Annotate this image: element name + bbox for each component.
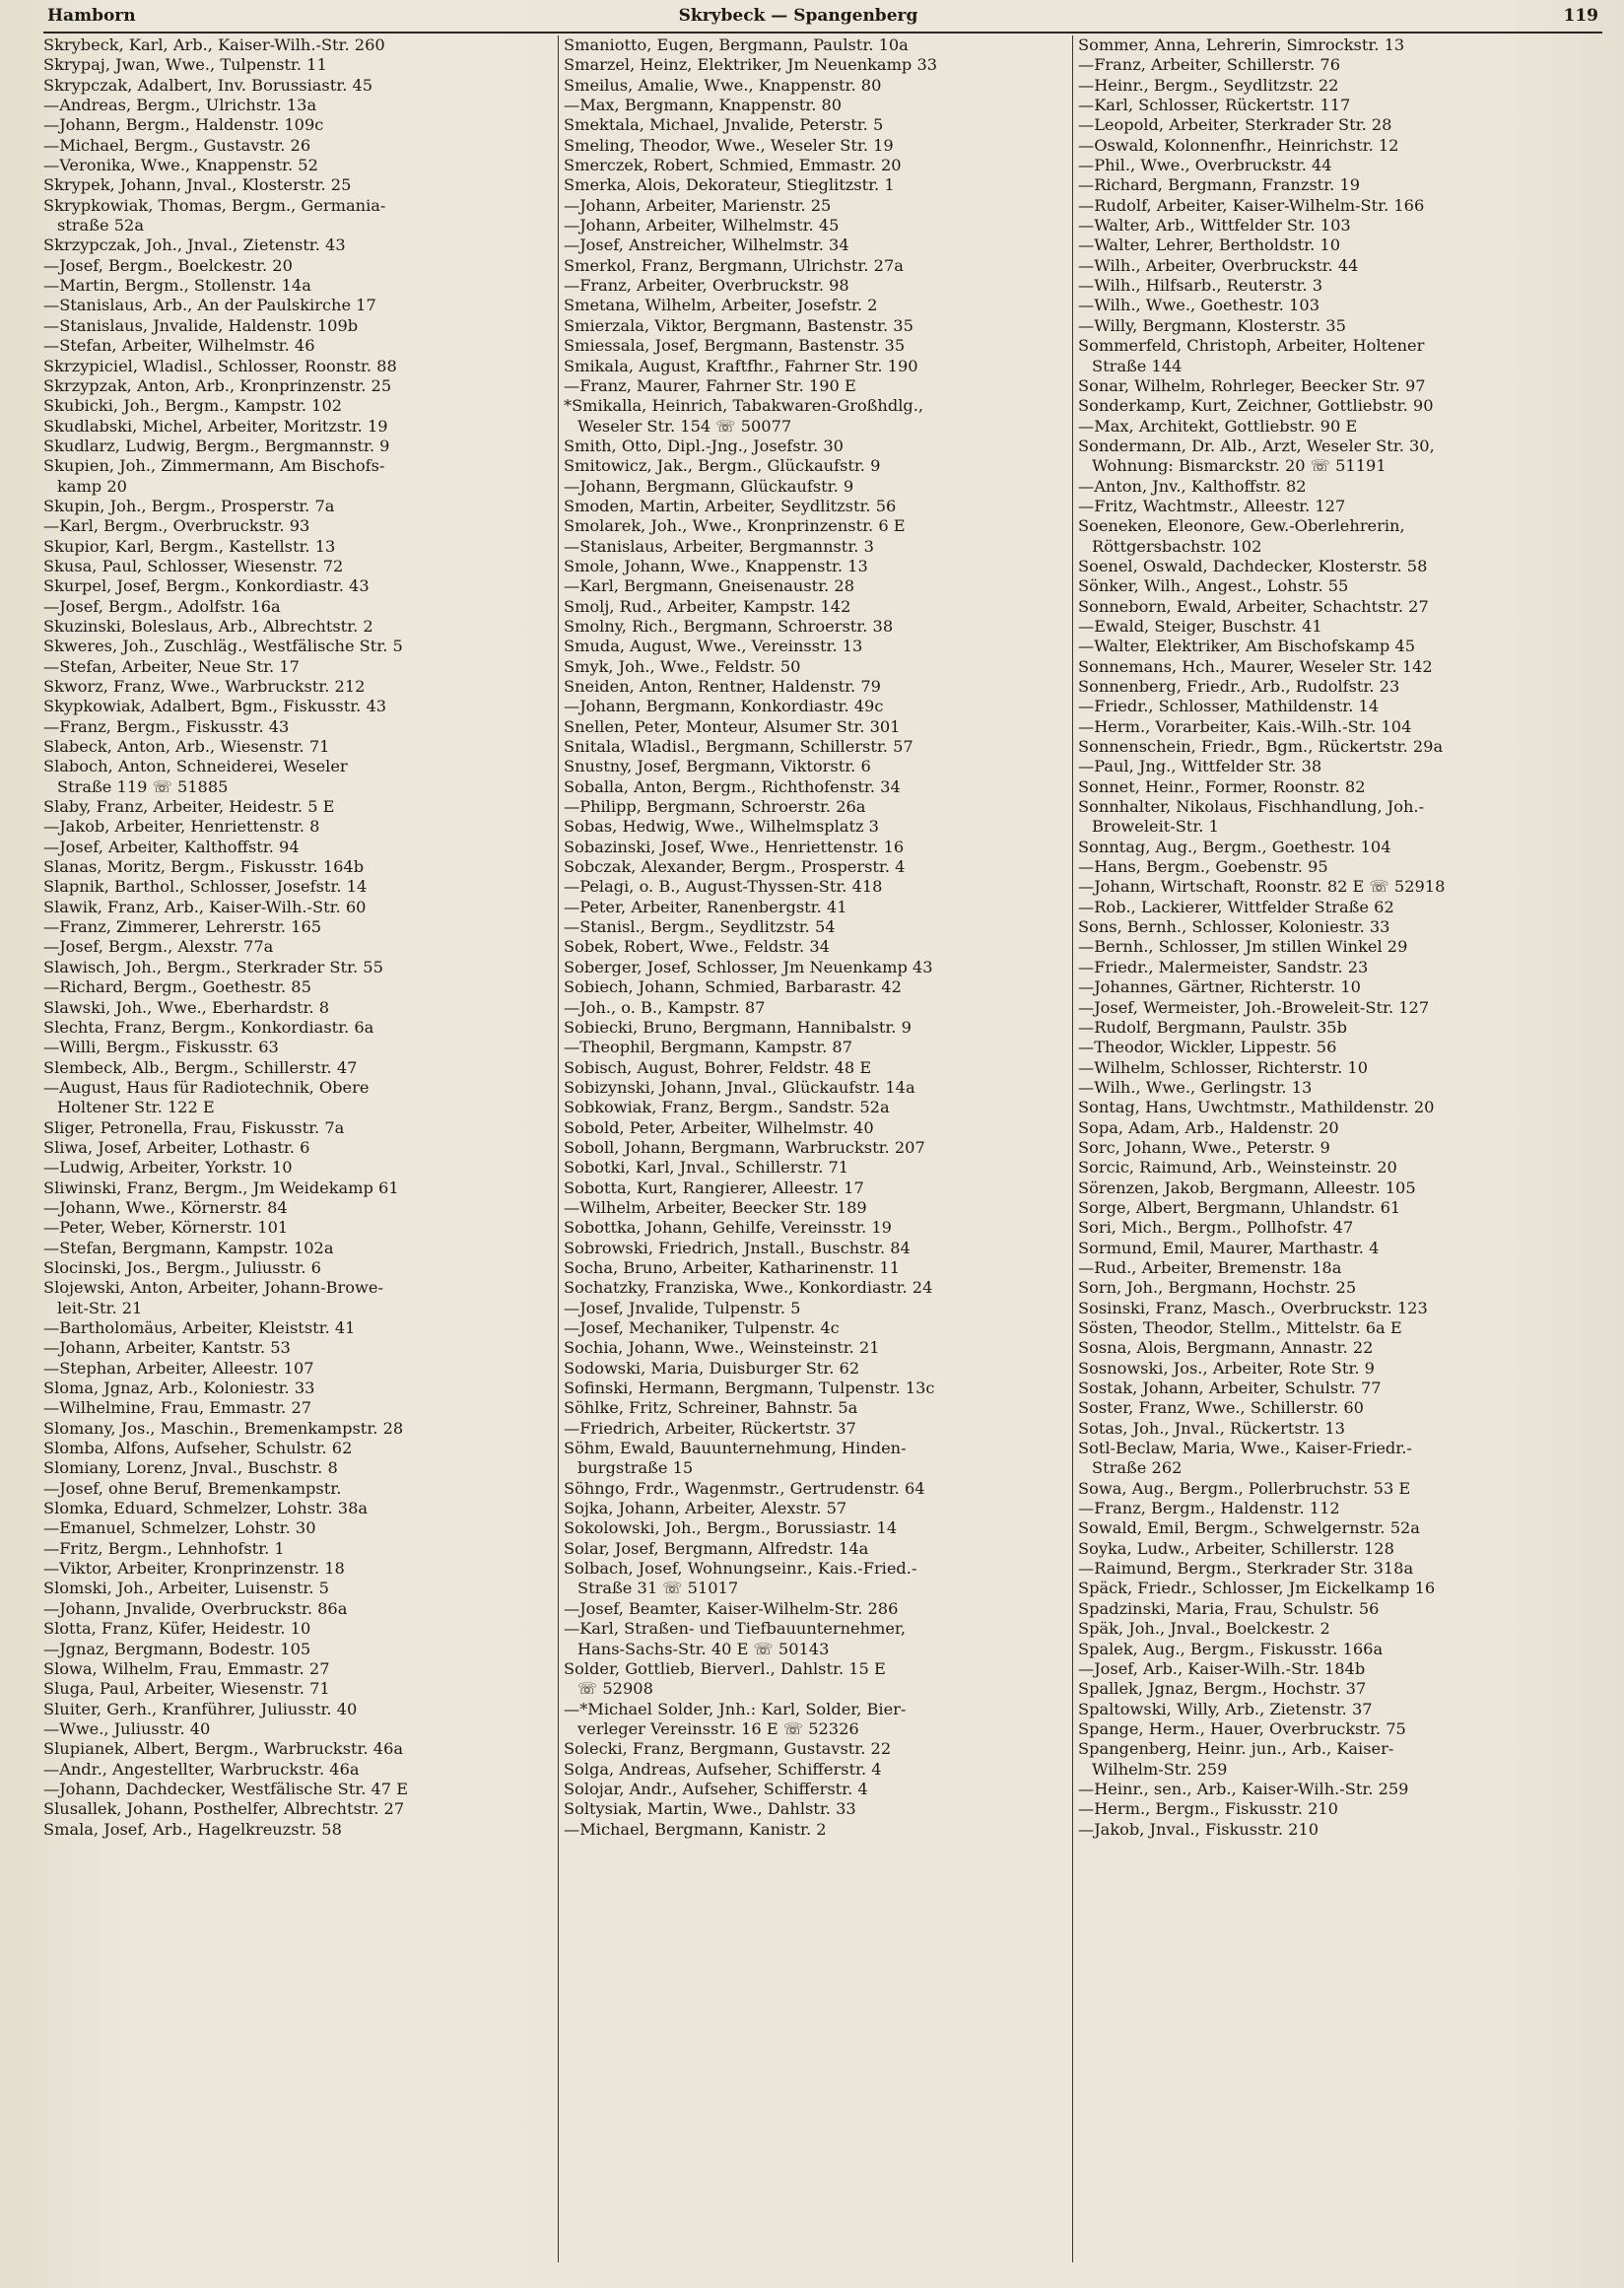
directory-entry: Skubicki, Joh., Bergm., Kampstr. 102 (43, 396, 343, 416)
directory-entry: Sonnemans, Hch., Maurer, Weseler Str. 142 (1078, 656, 1433, 676)
directory-entry: Solar, Josef, Bergmann, Alfredstr. 14a (564, 1538, 869, 1558)
entry-continuation: Holtener Str. 122 E (57, 1098, 215, 1117)
directory-entry: Skrypek, Johann, Jnval., Klosterstr. 25 (43, 175, 352, 195)
directory-entry: Smiessala, Josef, Bergmann, Bastenstr. 35 (564, 336, 906, 356)
directory-entry: —Rob., Lackierer, Wittfelder Straße 62 (1078, 897, 1394, 916)
directory-entry: —Michael, Bergmann, Kanistr. 2 (564, 1819, 827, 1839)
directory-entry: —Martin, Bergm., Stollenstr. 14a (43, 276, 311, 296)
directory-entry: —Walter, Arb., Wittfelder Str. 103 (1078, 216, 1351, 236)
directory-entry: Smitowicz, Jak., Bergm., Glückaufstr. 9 (564, 456, 881, 476)
directory-entry: Sonderkamp, Kurt, Zeichner, Gottliebstr. 90 (1078, 396, 1434, 416)
directory-entry: —Fritz, Wachtmstr., Alleestr. 127 (1078, 496, 1346, 515)
directory-entry: —Wilhelm, Arbeiter, Beecker Str. 189 (564, 1197, 867, 1217)
directory-entry: Sotl-Beclaw, Maria, Wwe., Kaiser-Friedr.- (1078, 1439, 1412, 1458)
directory-entry: Skrzypzak, Anton, Arb., Kronprinzenstr. 25 (43, 375, 392, 395)
directory-entry: Sowa, Aug., Bergm., Pollerbruchstr. 53 E (1078, 1478, 1411, 1498)
directory-entry: Soeneken, Eleonore, Gew.-Oberlehrerin, (1078, 516, 1405, 536)
directory-entry: Soberger, Josef, Schlosser, Jm Neuenkamp 43 (564, 957, 933, 976)
directory-entry: —Johann, Arbeiter, Wilhelmstr. 45 (564, 216, 840, 236)
entry-continuation: Straße 119 ☏ 51885 (57, 776, 229, 796)
directory-entry: Slowa, Wilhelm, Frau, Emmastr. 27 (43, 1658, 330, 1678)
directory-entry: Sobiech, Johann, Schmied, Barbarastr. 42 (564, 977, 902, 997)
directory-entry: Sobizynski, Johann, Jnval., Glückaufstr. 14a (564, 1077, 915, 1097)
directory-entry: —Leopold, Arbeiter, Sterkrader Str. 28 (1078, 115, 1392, 135)
directory-entry: Smetana, Wilhelm, Arbeiter, Josefstr. 2 (564, 296, 878, 315)
directory-entry: —Wilh., Hilfsarb., Reuterstr. 3 (1078, 276, 1323, 296)
directory-entry: Söhm, Ewald, Bauunternehmung, Hinden- (564, 1439, 907, 1458)
directory-entry: —Theodor, Wickler, Lippestr. 56 (1078, 1038, 1337, 1057)
directory-entry: —Herm., Bergm., Fiskusstr. 210 (1078, 1799, 1338, 1819)
directory-entry: Sotas, Joh., Jnval., Rückertstr. 13 (1078, 1418, 1345, 1438)
directory-entry: Späk, Joh., Jnval., Boelckestr. 2 (1078, 1619, 1330, 1639)
directory-entry: —Jakob, Arbeiter, Henriettenstr. 8 (43, 817, 320, 837)
directory-entry: —Stephan, Arbeiter, Alleestr. 107 (43, 1358, 314, 1378)
directory-entry: Sobisch, August, Bohrer, Feldstr. 48 E (564, 1057, 872, 1077)
directory-entry: Sliger, Petronella, Frau, Fiskusstr. 7a (43, 1117, 345, 1137)
directory-entry: *Smikalla, Heinrich, Tabakwaren-Großhdlg., (564, 396, 924, 416)
directory-entry: Smala, Josef, Arb., Hagelkreuzstr. 58 (43, 1819, 342, 1839)
directory-entry: —Joh., o. B., Kampstr. 87 (564, 997, 766, 1017)
directory-entry: Söhlke, Fritz, Schreiner, Bahnstr. 5a (564, 1398, 858, 1418)
directory-entry: Späck, Friedr., Schlosser, Jm Eickelkamp 16 (1078, 1579, 1436, 1598)
directory-entry: Sosna, Alois, Bergmann, Annastr. 22 (1078, 1338, 1374, 1358)
directory-entry: —Johann, Bergmann, Konkordiastr. 49c (564, 697, 884, 716)
directory-entry: Slocinski, Jos., Bergm., Juliusstr. 6 (43, 1257, 321, 1277)
directory-entry: Slawik, Franz, Arb., Kaiser-Wilh.-Str. 60 (43, 897, 367, 916)
directory-entry: —Karl, Straßen- und Tiefbauunternehmer, (564, 1619, 907, 1639)
directory-entry: Slomba, Alfons, Aufseher, Schulstr. 62 (43, 1439, 353, 1458)
directory-entry: —Stanisl., Bergm., Seydlitzstr. 54 (564, 917, 836, 937)
directory-entry: Söhngo, Frdr., Wagenmstr., Gertrudenstr. 64 (564, 1478, 925, 1498)
directory-entry: Smuda, August, Wwe., Vereinsstr. 13 (564, 637, 863, 656)
directory-entry: Skworz, Franz, Wwe., Warbruckstr. 212 (43, 677, 366, 696)
directory-entry: —Rud., Arbeiter, Bremenstr. 18a (1078, 1257, 1342, 1277)
directory-entry: —Wilh., Wwe., Goethestr. 103 (1078, 296, 1320, 315)
entry-continuation: kamp 20 (57, 476, 127, 496)
directory-entry: —Richard, Bergmann, Franzstr. 19 (1078, 175, 1361, 195)
directory-entry: —Karl, Bergm., Overbruckstr. 93 (43, 516, 310, 536)
directory-entry: —Karl, Bergmann, Gneisenaustr. 28 (564, 576, 855, 596)
directory-entry: —Bernh., Schlosser, Jm stillen Winkel 29 (1078, 937, 1408, 957)
directory-entry: Sonneborn, Ewald, Arbeiter, Schachtstr. 27 (1078, 596, 1429, 616)
directory-entry: —Philipp, Bergmann, Schroerstr. 26a (564, 797, 866, 817)
directory-entry: Soballa, Anton, Bergm., Richthofenstr. 34 (564, 776, 901, 796)
directory-entry: —Franz, Bergm., Fiskusstr. 43 (43, 716, 290, 736)
directory-entry: Sonnenschein, Friedr., Bgm., Rückertstr. 29a (1078, 737, 1444, 757)
directory-entry: —Johann, Arbeiter, Marienstr. 25 (564, 195, 832, 215)
directory-entry: Sobazinski, Josef, Wwe., Henriettenstr. 16 (564, 837, 905, 856)
directory-entry: —Max, Bergmann, Knappenstr. 80 (564, 96, 843, 115)
directory-entry: —Johann, Bergmann, Glückaufstr. 9 (564, 476, 854, 496)
directory-entry: —Stanislaus, Arb., An der Paulskirche 17 (43, 296, 376, 315)
directory-entry: Smeilus, Amalie, Wwe., Knappenstr. 80 (564, 75, 882, 95)
directory-entry: Skweres, Joh., Zuschläg., Westfälische Str. 5 (43, 637, 403, 656)
page-header (43, 6, 1602, 30)
directory-entry: Smeling, Theodor, Wwe., Weseler Str. 19 (564, 135, 894, 155)
directory-entry: Sörenzen, Jakob, Bergmann, Alleestr. 105 (1078, 1178, 1416, 1197)
directory-entry: Sommer, Anna, Lehrerin, Simrockstr. 13 (1078, 35, 1405, 54)
directory-entry: —Hans, Bergm., Goebenstr. 95 (1078, 857, 1328, 877)
directory-entry: Sliwa, Josef, Arbeiter, Lothastr. 6 (43, 1137, 310, 1157)
directory-entry: Slomiany, Lorenz, Jnval., Buschstr. 8 (43, 1458, 338, 1478)
directory-entry: Skrzypiciel, Wladisl., Schlosser, Roonstr. 88 (43, 356, 397, 375)
directory-entry: Skrypkowiak, Thomas, Bergm., Germania- (43, 195, 386, 215)
directory-entry: —Peter, Arbeiter, Ranenbergstr. 41 (564, 897, 847, 916)
directory-entry: Skurpel, Josef, Bergm., Konkordiastr. 43 (43, 576, 370, 596)
directory-entry: Smikala, August, Kraftfhr., Fahrner Str. 190 (564, 356, 918, 375)
directory-entry: Slechta, Franz, Bergm., Konkordiastr. 6a (43, 1017, 374, 1037)
header-range: Skrybeck — Spangenberg (678, 6, 918, 26)
directory-entry: Sosnowski, Jos., Arbeiter, Rote Str. 9 (1078, 1358, 1375, 1378)
entry-continuation: verleger Vereinsstr. 16 E ☏ 52326 (577, 1718, 859, 1738)
directory-entry: Sostak, Johann, Arbeiter, Schulstr. 77 (1078, 1379, 1382, 1398)
directory-entry: —Walter, Elektriker, Am Bischofskamp 45 (1078, 637, 1416, 656)
directory-entry: —Friedrich, Arbeiter, Rückertstr. 37 (564, 1418, 856, 1438)
directory-entry: —Oswald, Kolonnenfhr., Heinrichstr. 12 (1078, 135, 1399, 155)
directory-entry: Spallek, Jgnaz, Bergm., Hochstr. 37 (1078, 1679, 1367, 1699)
directory-entry: —Josef, Bergm., Adolfstr. 16a (43, 596, 281, 616)
directory-entry: —Friedr., Malermeister, Sandstr. 23 (1078, 957, 1369, 976)
directory-entry: Slapnik, Barthol., Schlosser, Josefstr. 14 (43, 877, 368, 897)
directory-entry: Socha, Bruno, Arbeiter, Katharinenstr. 11 (564, 1257, 901, 1277)
directory-entry: —Pelagi, o. B., August-Thyssen-Str. 418 (564, 877, 883, 897)
directory-entry: —Franz, Maurer, Fahrner Str. 190 E (564, 375, 856, 395)
directory-entry: Smerkol, Franz, Bergmann, Ulrichstr. 27a (564, 255, 904, 275)
directory-entry: Sommerfeld, Christoph, Arbeiter, Holtener (1078, 336, 1425, 356)
directory-entry: —Willi, Bergm., Fiskusstr. 63 (43, 1038, 279, 1057)
directory-entry: Sobrowski, Friedrich, Jnstall., Buschstr. 84 (564, 1238, 911, 1257)
directory-entry: Slotta, Franz, Küfer, Heidestr. 10 (43, 1619, 311, 1639)
directory-entry: —Max, Architekt, Gottliebstr. 90 E (1078, 416, 1358, 436)
directory-entry: Slusallek, Johann, Posthelfer, Albrechtstr. 27 (43, 1799, 405, 1819)
entry-continuation: leit-Str. 21 (57, 1298, 143, 1317)
directory-entry: —Stanislaus, Arbeiter, Bergmannstr. 3 (564, 536, 874, 556)
directory-entry: —Josef, Arb., Kaiser-Wilh.-Str. 184b (1078, 1658, 1366, 1678)
directory-entry: Sobczak, Alexander, Bergm., Prosperstr. 4 (564, 857, 906, 877)
directory-entry: —Josef, Beamter, Kaiser-Wilhelm-Str. 286 (564, 1598, 899, 1618)
directory-entry: —Stanislaus, Jnvalide, Haldenstr. 109b (43, 315, 359, 335)
directory-entry: Sloma, Jgnaz, Arb., Koloniestr. 33 (43, 1379, 315, 1398)
directory-entry: —Veronika, Wwe., Knappenstr. 52 (43, 156, 318, 175)
directory-entry: Smolny, Rich., Bergmann, Schroerstr. 38 (564, 616, 894, 636)
directory-entry: Slomski, Joh., Arbeiter, Luisenstr. 5 (43, 1579, 329, 1598)
directory-entry: Soster, Franz, Wwe., Schillerstr. 60 (1078, 1398, 1364, 1418)
directory-entry: Solbach, Josef, Wohnungseinr., Kais.-Fried.- (564, 1559, 917, 1579)
directory-entry: Spangenberg, Heinr. jun., Arb., Kaiser- (1078, 1739, 1394, 1759)
directory-entry: —Karl, Schlosser, Rückertstr. 117 (1078, 96, 1351, 115)
directory-entry: Sosinski, Franz, Masch., Overbruckstr. 123 (1078, 1298, 1428, 1317)
column-2 (556, 35, 1076, 1840)
directory-entry: Slomka, Eduard, Schmelzer, Lohstr. 38a (43, 1499, 369, 1518)
directory-entry: —Emanuel, Schmelzer, Lohstr. 30 (43, 1518, 316, 1538)
directory-entry: Skupin, Joh., Bergm., Prosperstr. 7a (43, 496, 335, 515)
directory-entry: Sobiecki, Bruno, Bergmann, Hannibalstr. 9 (564, 1017, 912, 1037)
directory-entry: —Paul, Jng., Wittfelder Str. 38 (1078, 757, 1322, 776)
directory-entry: Sobotta, Kurt, Rangierer, Alleestr. 17 (564, 1178, 864, 1197)
directory-entry: Skrypaj, Jwan, Wwe., Tulpenstr. 11 (43, 55, 327, 75)
directory-entry: Sontag, Hans, Uwchtmstr., Mathildenstr. 20 (1078, 1098, 1435, 1117)
directory-entry: —Ludwig, Arbeiter, Yorkstr. 10 (43, 1158, 293, 1178)
directory-entry: —Johann, Arbeiter, Kantstr. 53 (43, 1338, 291, 1358)
directory-entry: Sochatzky, Franziska, Wwe., Konkordiastr. 24 (564, 1278, 933, 1298)
entry-continuation: Broweleit-Str. 1 (1092, 817, 1219, 837)
directory-entry: —Franz, Bergm., Haldenstr. 112 (1078, 1499, 1340, 1518)
directory-entry: Soboll, Johann, Bergmann, Warbruckstr. 207 (564, 1137, 925, 1157)
directory-entry: Sorn, Joh., Bergmann, Hochstr. 25 (1078, 1278, 1357, 1298)
directory-entry: Slomany, Jos., Maschin., Bremenkampstr. 28 (43, 1418, 404, 1438)
directory-entry: —August, Haus für Radiotechnik, Obere (43, 1077, 370, 1097)
directory-entry: Soenel, Oswald, Dachdecker, Klosterstr. 58 (1078, 556, 1428, 575)
directory-entry: —Fritz, Bergm., Lehnhofstr. 1 (43, 1538, 285, 1558)
directory-entry: Solojar, Andr., Aufseher, Schifferstr. 4 (564, 1779, 868, 1798)
directory-entry: Sobek, Robert, Wwe., Feldstr. 34 (564, 937, 830, 957)
directory-entry: —Rudolf, Arbeiter, Kaiser-Wilhelm-Str. 166 (1078, 195, 1425, 215)
directory-entry: —Jgnaz, Bergmann, Bodestr. 105 (43, 1639, 311, 1658)
directory-entry: Slaboch, Anton, Schneiderei, Weseler (43, 757, 348, 776)
column-1 (43, 35, 556, 1840)
directory-entry: —Franz, Zimmerer, Lehrerstr. 165 (43, 917, 322, 937)
directory-entry: Sliwinski, Franz, Bergm., Jm Weidekamp 61 (43, 1178, 399, 1197)
directory-entry: —Wilhelmine, Frau, Emmastr. 27 (43, 1398, 312, 1418)
directory-entry: Smarzel, Heinz, Elektriker, Jm Neuenkamp 33 (564, 55, 938, 75)
directory-entry: Sobkowiak, Franz, Bergm., Sandstr. 52a (564, 1098, 890, 1117)
directory-entry: Snitala, Wladisl., Bergmann, Schillerstr. 57 (564, 737, 914, 757)
directory-entry: —Michael, Bergm., Gustavstr. 26 (43, 135, 311, 155)
directory-entry: Slanas, Moritz, Bergm., Fiskusstr. 164b (43, 857, 365, 877)
entry-continuation: Straße 144 (1092, 356, 1183, 375)
directory-entry: —Josef, Anstreicher, Wilhelmstr. 34 (564, 236, 849, 255)
directory-entry: Sowald, Emil, Bergm., Schwelgernstr. 52a (1078, 1518, 1420, 1538)
directory-entry: Skypkowiak, Adalbert, Bgm., Fiskusstr. 43 (43, 697, 387, 716)
page-number: 119 (1563, 6, 1598, 26)
directory-entry: Skuzinski, Boleslaus, Arb., Albrechtstr. 2 (43, 616, 373, 636)
directory-entry: Sösten, Theodor, Stellm., Mittelstr. 6a E (1078, 1318, 1402, 1337)
directory-entry: Sons, Bernh., Schlosser, Koloniestr. 33 (1078, 917, 1390, 937)
header-rule (43, 32, 1602, 34)
directory-entry: —Heinr., sen., Arb., Kaiser-Wilh.-Str. 259 (1078, 1779, 1409, 1798)
directory-entry: Sonnenberg, Friedr., Arb., Rudolfstr. 23 (1078, 677, 1400, 696)
directory-entry: —Theophil, Bergmann, Kampstr. 87 (564, 1038, 853, 1057)
entry-continuation: Straße 31 ☏ 51017 (577, 1579, 739, 1598)
entry-continuation: ☏ 52908 (577, 1679, 653, 1699)
entry-continuation: Wilhelm-Str. 259 (1092, 1759, 1228, 1779)
directory-entry: Skupior, Karl, Bergm., Kastellstr. 13 (43, 536, 336, 556)
directory-entry: —Stefan, Bergmann, Kampstr. 102a (43, 1238, 334, 1257)
columns (43, 35, 1602, 2262)
directory-entry: Sonntag, Aug., Bergm., Goethestr. 104 (1078, 837, 1391, 856)
directory-entry: Slawski, Joh., Wwe., Eberhardstr. 8 (43, 997, 329, 1017)
directory-entry: —Wilhelm, Schlosser, Richterstr. 10 (1078, 1057, 1369, 1077)
directory-entry: Skudlarz, Ludwig, Bergm., Bergmannstr. 9 (43, 436, 390, 455)
directory-entry: Smolj, Rud., Arbeiter, Kampstr. 142 (564, 596, 851, 616)
directory-entry: Solga, Andreas, Aufseher, Schifferstr. 4 (564, 1759, 882, 1779)
directory-entry: Sonnet, Heinr., Former, Roonstr. 82 (1078, 776, 1366, 796)
directory-entry: Smolarek, Joh., Wwe., Kronprinzenstr. 6 E (564, 516, 906, 536)
directory-entry: —Ewald, Steiger, Buschstr. 41 (1078, 616, 1322, 636)
entry-continuation: Röttgersbachstr. 102 (1092, 536, 1262, 556)
directory-entry: Smyk, Joh., Wwe., Feldstr. 50 (564, 656, 801, 676)
directory-entry: Sormund, Emil, Maurer, Marthastr. 4 (1078, 1238, 1380, 1257)
directory-entry: Smerczek, Robert, Schmied, Emmastr. 20 (564, 156, 902, 175)
directory-entry: —Andr., Angestellter, Warbruckstr. 46a (43, 1759, 360, 1779)
directory-entry: Slupianek, Albert, Bergm., Warbruckstr. 46a (43, 1739, 404, 1759)
directory-entry: —Johannes, Gärtner, Richterstr. 10 (1078, 977, 1361, 997)
directory-entry: Sonnhalter, Nikolaus, Fischhandlung, Joh.- (1078, 797, 1425, 817)
directory-entry: Slabeck, Anton, Arb., Wiesenstr. 71 (43, 737, 330, 757)
directory-entry: Sobas, Hedwig, Wwe., Wilhelmsplatz 3 (564, 817, 879, 837)
directory-entry: Solecki, Franz, Bergmann, Gustavstr. 22 (564, 1739, 892, 1759)
directory-entry: Spaltowski, Willy, Arb., Zietenstr. 37 (1078, 1699, 1373, 1718)
directory-entry: Smektala, Michael, Jnvalide, Peterstr. 5 (564, 115, 884, 135)
directory-entry: Sluiter, Gerh., Kranführer, Juliusstr. 40 (43, 1699, 358, 1718)
directory-entry: Smierzala, Viktor, Bergmann, Bastenstr. 35 (564, 315, 914, 335)
directory-entry: —Rudolf, Bergmann, Paulstr. 35b (1078, 1017, 1347, 1037)
directory-entry: Soyka, Ludw., Arbeiter, Schillerstr. 128 (1078, 1538, 1394, 1558)
directory-entry: Smith, Otto, Dipl.-Jng., Josefstr. 30 (564, 436, 844, 455)
column-3 (1068, 35, 1610, 1840)
directory-entry: —Josef, ohne Beruf, Bremenkampstr. (43, 1478, 342, 1498)
directory-entry: —Johann, Wirtschaft, Roonstr. 82 E ☏ 52918 (1078, 877, 1446, 897)
directory-entry: —Franz, Arbeiter, Schillerstr. 76 (1078, 55, 1341, 75)
directory-entry: Sönker, Wilh., Angest., Lohstr. 55 (1078, 576, 1349, 596)
directory-entry: —Johann, Dachdecker, Westfälische Str. 47 E (43, 1779, 409, 1798)
directory-entry: —Wilh., Arbeiter, Overbruckstr. 44 (1078, 255, 1359, 275)
directory-entry: Sori, Mich., Bergm., Pollhofstr. 47 (1078, 1218, 1354, 1238)
entry-continuation: Wohnung: Bismarckstr. 20 ☏ 51191 (1092, 456, 1387, 476)
directory-entry: Skrybeck, Karl, Arb., Kaiser-Wilh.-Str. 260 (43, 35, 385, 54)
directory-entry: Sojka, Johann, Arbeiter, Alexstr. 57 (564, 1499, 847, 1518)
directory-entry: Spange, Herm., Hauer, Overbruckstr. 75 (1078, 1718, 1406, 1738)
directory-entry: —Johann, Jnvalide, Overbruckstr. 86a (43, 1598, 348, 1618)
directory-entry: Sofinski, Hermann, Bergmann, Tulpenstr. 13c (564, 1379, 935, 1398)
entry-continuation: Weseler Str. 154 ☏ 50077 (577, 416, 792, 436)
directory-entry: —Wilh., Wwe., Gerlingstr. 13 (1078, 1077, 1313, 1097)
directory-entry: Smole, Johann, Wwe., Knappenstr. 13 (564, 556, 868, 575)
directory-entry: Sokolowski, Joh., Bergm., Borussiastr. 14 (564, 1518, 898, 1538)
directory-entry: Soltysiak, Martin, Wwe., Dahlstr. 33 (564, 1799, 856, 1819)
directory-entry: Solder, Gottlieb, Bierverl., Dahlstr. 15 E (564, 1658, 886, 1678)
directory-entry: —*Michael Solder, Jnh.: Karl, Solder, Bier- (564, 1699, 907, 1718)
directory-entry: Slojewski, Anton, Arbeiter, Johann-Browe- (43, 1278, 383, 1298)
directory-entry: —Josef, Bergm., Alexstr. 77a (43, 937, 274, 957)
directory-entry: —Friedr., Schlosser, Mathildenstr. 14 (1078, 697, 1380, 716)
directory-entry: Smoden, Martin, Arbeiter, Seydlitzstr. 56 (564, 496, 897, 515)
directory-entry: —Josef, Arbeiter, Kalthoffstr. 94 (43, 837, 300, 856)
directory-entry: —Raimund, Bergm., Sterkrader Str. 318a (1078, 1559, 1414, 1579)
directory-entry: Sneiden, Anton, Rentner, Haldenstr. 79 (564, 677, 881, 696)
directory-entry: —Jakob, Jnval., Fiskusstr. 210 (1078, 1819, 1320, 1839)
directory-entry: Spalek, Aug., Bergm., Fiskusstr. 166a (1078, 1639, 1384, 1658)
directory-entry: Sobotki, Karl, Jnval., Schillerstr. 71 (564, 1158, 849, 1178)
directory-entry: Snellen, Peter, Monteur, Alsumer Str. 301 (564, 716, 901, 736)
directory-entry: Sodowski, Maria, Duisburger Str. 62 (564, 1358, 860, 1378)
directory-entry: Sluga, Paul, Arbeiter, Wiesenstr. 71 (43, 1679, 330, 1699)
directory-entry: —Peter, Weber, Körnerstr. 101 (43, 1218, 289, 1238)
directory-entry: Skudlabski, Michel, Arbeiter, Moritzstr. 19 (43, 416, 388, 436)
directory-entry: Sondermann, Dr. Alb., Arzt, Weseler Str. 30, (1078, 436, 1435, 455)
directory-entry: Skrypczak, Adalbert, Inv. Borussiastr. 45 (43, 75, 373, 95)
directory-entry: —Bartholomäus, Arbeiter, Kleiststr. 41 (43, 1318, 356, 1337)
directory-entry: Sochia, Johann, Wwe., Weinsteinstr. 21 (564, 1338, 880, 1358)
directory-entry: Smaniotto, Eugen, Bergmann, Paulstr. 10a (564, 35, 909, 54)
directory-entry: Sorge, Albert, Bergmann, Uhlandstr. 61 (1078, 1197, 1401, 1217)
directory-entry: —Anton, Jnv., Kalthoffstr. 82 (1078, 476, 1307, 496)
directory-entry: —Willy, Bergmann, Klosterstr. 35 (1078, 315, 1346, 335)
directory-entry: Slembeck, Alb., Bergm., Schillerstr. 47 (43, 1057, 358, 1077)
directory-entry: —Andreas, Bergm., Ulrichstr. 13a (43, 96, 317, 115)
entry-continuation: Straße 262 (1092, 1458, 1183, 1478)
directory-entry: —Herm., Vorarbeiter, Kais.-Wilh.-Str. 104 (1078, 716, 1412, 736)
directory-entry: Slawisch, Joh., Bergm., Sterkrader Str. 55 (43, 957, 383, 976)
header-left-keyword: Hamborn (47, 6, 136, 26)
entry-continuation: Hans-Sachs-Str. 40 E ☏ 50143 (577, 1639, 830, 1658)
directory-entry: Sonar, Wilhelm, Rohrleger, Beecker Str. 97 (1078, 375, 1426, 395)
directory-entry: —Stefan, Arbeiter, Neue Str. 17 (43, 656, 300, 676)
directory-entry: Sobottka, Johann, Gehilfe, Vereinsstr. 19 (564, 1218, 892, 1238)
directory-entry: —Viktor, Arbeiter, Kronprinzenstr. 18 (43, 1559, 345, 1579)
directory-entry: —Johann, Bergm., Haldenstr. 109c (43, 115, 324, 135)
directory-entry: Sorcic, Raimund, Arb., Weinsteinstr. 20 (1078, 1158, 1397, 1178)
directory-entry: —Josef, Jnvalide, Tulpenstr. 5 (564, 1298, 801, 1317)
directory-entry: Skupien, Joh., Zimmermann, Am Bischofs- (43, 456, 385, 476)
directory-entry: —Stefan, Arbeiter, Wilhelmstr. 46 (43, 336, 315, 356)
directory-entry: Skusa, Paul, Schlosser, Wiesenstr. 72 (43, 556, 344, 575)
directory-entry: —Walter, Lehrer, Bertholdstr. 10 (1078, 236, 1340, 255)
directory-entry: —Phil., Wwe., Overbruckstr. 44 (1078, 156, 1332, 175)
entry-continuation: straße 52a (57, 216, 144, 236)
directory-entry: Sorc, Johann, Wwe., Peterstr. 9 (1078, 1137, 1330, 1157)
directory-entry: —Josef, Wermeister, Joh.-Broweleit-Str. 127 (1078, 997, 1430, 1017)
directory-entry: Smerka, Alois, Dekorateur, Stieglitzstr. 1 (564, 175, 895, 195)
directory-entry: —Wwe., Juliusstr. 40 (43, 1718, 211, 1738)
directory-entry: Snustny, Josef, Bergmann, Viktorstr. 6 (564, 757, 871, 776)
entry-continuation: burgstraße 15 (577, 1458, 694, 1478)
directory-entry: —Heinr., Bergm., Seydlitzstr. 22 (1078, 75, 1339, 95)
directory-entry: Sobold, Peter, Arbeiter, Wilhelmstr. 40 (564, 1117, 874, 1137)
directory-entry: Spadzinski, Maria, Frau, Schulstr. 56 (1078, 1598, 1380, 1618)
directory-entry: Slaby, Franz, Arbeiter, Heidestr. 5 E (43, 797, 335, 817)
directory-entry: —Franz, Arbeiter, Overbruckstr. 98 (564, 276, 849, 296)
directory-entry: Skrzypczak, Joh., Jnval., Zietenstr. 43 (43, 236, 346, 255)
directory-entry: Sopa, Adam, Arb., Haldenstr. 20 (1078, 1117, 1339, 1137)
directory-entry: —Josef, Mechaniker, Tulpenstr. 4c (564, 1318, 840, 1337)
directory-entry: —Josef, Bergm., Boelckestr. 20 (43, 255, 293, 275)
directory-entry: —Richard, Bergm., Goethestr. 85 (43, 977, 311, 997)
directory-entry: —Johann, Wwe., Körnerstr. 84 (43, 1197, 288, 1217)
